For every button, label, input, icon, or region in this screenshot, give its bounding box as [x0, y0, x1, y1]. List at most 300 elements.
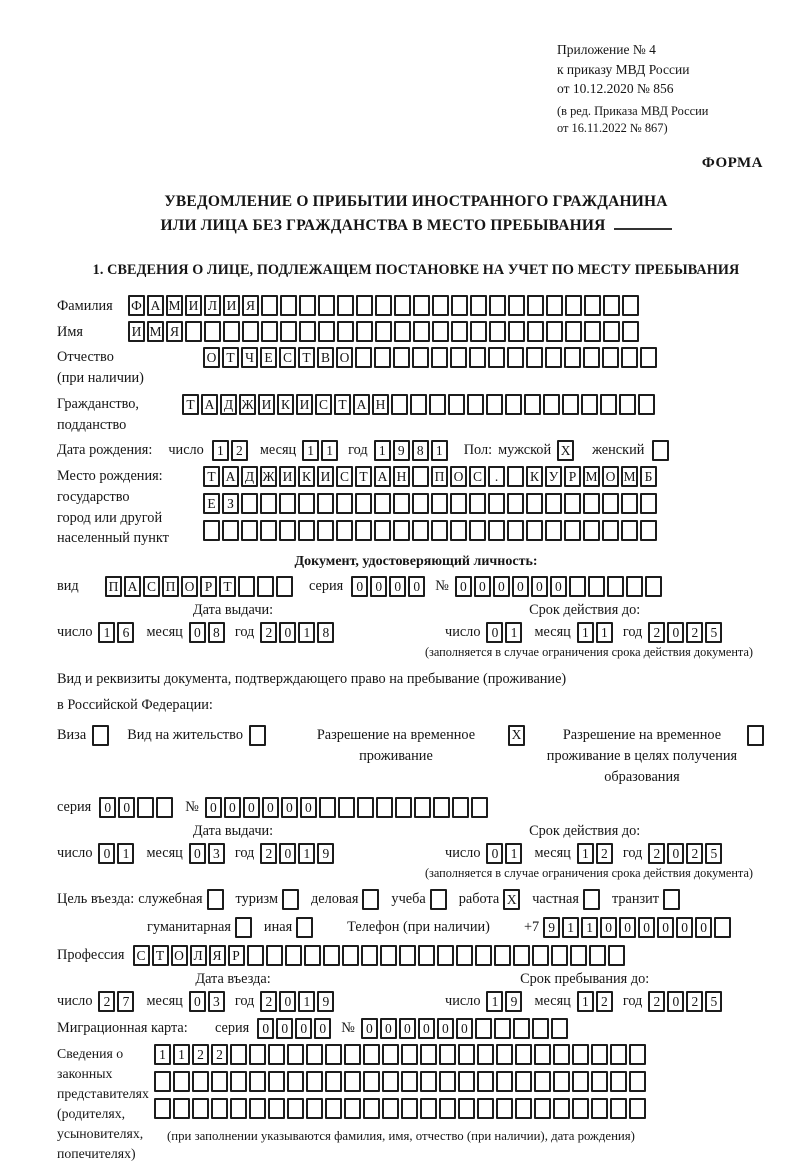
phone-cell[interactable]: 1	[562, 917, 579, 938]
given-name-cell[interactable]	[280, 321, 297, 342]
migration-number-cell[interactable]: 0	[437, 1018, 454, 1039]
residence-series-cell[interactable]: 0	[99, 797, 116, 818]
surname-cell[interactable]	[318, 295, 335, 316]
citizenship-cell[interactable]: С	[315, 394, 332, 415]
residence-issue-year-cell[interactable]: 2	[260, 843, 277, 864]
representatives-cell[interactable]	[306, 1098, 323, 1119]
residence-valid-day-cell[interactable]: 0	[486, 843, 503, 864]
doc-kind-cell[interactable]: П	[162, 576, 179, 597]
birth-place-cell[interactable]: Р	[564, 466, 581, 487]
representatives-cell[interactable]	[344, 1071, 361, 1092]
residence-number-cell[interactable]: 0	[224, 797, 241, 818]
profession-cell[interactable]: Я	[209, 945, 226, 966]
representatives-cell[interactable]	[553, 1071, 570, 1092]
residence-series-cell[interactable]: 0	[118, 797, 135, 818]
birth-place-cell[interactable]: К	[526, 466, 543, 487]
patronymic-cell[interactable]: Е	[260, 347, 277, 368]
doc-kind-cell[interactable]: Т	[219, 576, 236, 597]
birth-place-cell[interactable]	[317, 493, 334, 514]
representatives-cell[interactable]	[496, 1044, 513, 1065]
representatives-cell[interactable]: 1	[173, 1044, 190, 1065]
doc-number-cell[interactable]	[607, 576, 624, 597]
migration-series-cell[interactable]: 0	[295, 1018, 312, 1039]
given-name-cell[interactable]	[375, 321, 392, 342]
migration-number-cell[interactable]	[494, 1018, 511, 1039]
surname-cell[interactable]	[394, 295, 411, 316]
residence-number-cell[interactable]: 0	[205, 797, 222, 818]
representatives-cell[interactable]	[268, 1044, 285, 1065]
birth-place-cell[interactable]: А	[222, 466, 239, 487]
migration-number-cell[interactable]: 0	[380, 1018, 397, 1039]
residence-valid-day-cell[interactable]: 1	[505, 843, 522, 864]
identity-valid-month-cell[interactable]: 1	[577, 622, 594, 643]
representatives-cell[interactable]	[534, 1071, 551, 1092]
birth-place-cell[interactable]	[412, 493, 429, 514]
identity-issue-year-cell[interactable]: 1	[298, 622, 315, 643]
residence-series-cell[interactable]	[137, 797, 154, 818]
representatives-cell[interactable]	[325, 1044, 342, 1065]
citizenship-cell[interactable]	[619, 394, 636, 415]
surname-cell[interactable]: Я	[242, 295, 259, 316]
citizenship-cell[interactable]: А	[353, 394, 370, 415]
purpose-tourism-checkbox[interactable]	[282, 889, 299, 910]
doc-kind-cell[interactable]: А	[124, 576, 141, 597]
birth-place-cell[interactable]: Н	[393, 466, 410, 487]
doc-series-cell[interactable]: 0	[351, 576, 368, 597]
birth-place-cell[interactable]	[279, 520, 296, 541]
purpose-transit-checkbox[interactable]	[663, 889, 680, 910]
residence-number-cell[interactable]	[452, 797, 469, 818]
citizenship-cell[interactable]	[543, 394, 560, 415]
purpose-study-checkbox[interactable]	[430, 889, 447, 910]
birth-year-cell[interactable]: 1	[374, 440, 391, 461]
birth-place-cell[interactable]	[355, 520, 372, 541]
representatives-cell[interactable]	[629, 1098, 646, 1119]
birth-place-cell[interactable]	[640, 520, 657, 541]
patronymic-cell[interactable]	[488, 347, 505, 368]
migration-number-cell[interactable]: 0	[399, 1018, 416, 1039]
phone-cell[interactable]: 1	[581, 917, 598, 938]
birth-place-cell[interactable]	[507, 520, 524, 541]
citizenship-cell[interactable]: И	[258, 394, 275, 415]
identity-valid-year-cell[interactable]: 2	[686, 622, 703, 643]
stay-year-cell[interactable]: 5	[705, 991, 722, 1012]
surname-cell[interactable]: А	[147, 295, 164, 316]
patronymic-cell[interactable]: О	[336, 347, 353, 368]
representatives-cell[interactable]	[249, 1044, 266, 1065]
given-name-cell[interactable]	[432, 321, 449, 342]
birth-place-cell[interactable]	[602, 493, 619, 514]
representatives-cell[interactable]	[572, 1044, 589, 1065]
birth-place-cell[interactable]	[488, 493, 505, 514]
doc-number-cell[interactable]: 0	[493, 576, 510, 597]
option-temp-residence-checkbox[interactable]: X	[508, 725, 525, 746]
birth-place-cell[interactable]	[450, 493, 467, 514]
given-name-cell[interactable]	[394, 321, 411, 342]
identity-issue-year-cell[interactable]: 8	[317, 622, 334, 643]
given-name-cell[interactable]	[413, 321, 430, 342]
patronymic-cell[interactable]	[602, 347, 619, 368]
birth-place-cell[interactable]	[469, 493, 486, 514]
citizenship-cell[interactable]: А	[201, 394, 218, 415]
birth-year-cell[interactable]: 8	[412, 440, 429, 461]
given-name-cell[interactable]	[242, 321, 259, 342]
given-name-cell[interactable]	[527, 321, 544, 342]
birth-place-cell[interactable]	[507, 493, 524, 514]
surname-cell[interactable]	[622, 295, 639, 316]
migration-number-cell[interactable]	[475, 1018, 492, 1039]
profession-cell[interactable]	[247, 945, 264, 966]
given-name-cell[interactable]	[299, 321, 316, 342]
doc-series-cell[interactable]: 0	[408, 576, 425, 597]
representatives-cell[interactable]	[401, 1098, 418, 1119]
doc-number-cell[interactable]: 0	[455, 576, 472, 597]
purpose-other-checkbox[interactable]	[296, 917, 313, 938]
birth-place-cell[interactable]	[583, 493, 600, 514]
representatives-cell[interactable]	[401, 1044, 418, 1065]
surname-cell[interactable]	[451, 295, 468, 316]
profession-cell[interactable]	[342, 945, 359, 966]
birth-place-cell[interactable]	[298, 520, 315, 541]
stay-month-cell[interactable]: 1	[577, 991, 594, 1012]
citizenship-cell[interactable]	[505, 394, 522, 415]
birth-place-cell[interactable]	[545, 520, 562, 541]
identity-issue-day-cell[interactable]: 6	[117, 622, 134, 643]
representatives-cell[interactable]	[515, 1044, 532, 1065]
citizenship-cell[interactable]: Т	[182, 394, 199, 415]
birth-year-cell[interactable]: 9	[393, 440, 410, 461]
birth-place-cell[interactable]	[355, 493, 372, 514]
surname-cell[interactable]	[603, 295, 620, 316]
given-name-cell[interactable]	[546, 321, 563, 342]
identity-valid-day-cell[interactable]: 1	[505, 622, 522, 643]
doc-number-cell[interactable]: 0	[474, 576, 491, 597]
representatives-cell[interactable]: 2	[211, 1044, 228, 1065]
representatives-cell[interactable]	[211, 1071, 228, 1092]
residence-valid-year-cell[interactable]: 5	[705, 843, 722, 864]
profession-cell[interactable]	[456, 945, 473, 966]
citizenship-cell[interactable]: К	[277, 394, 294, 415]
representatives-cell[interactable]	[534, 1098, 551, 1119]
given-name-cell[interactable]	[356, 321, 373, 342]
residence-number-cell[interactable]: 0	[281, 797, 298, 818]
representatives-cell[interactable]	[496, 1071, 513, 1092]
profession-cell[interactable]	[380, 945, 397, 966]
profession-cell[interactable]	[361, 945, 378, 966]
stay-month-cell[interactable]: 2	[596, 991, 613, 1012]
stay-year-cell[interactable]: 2	[648, 991, 665, 1012]
birth-place-cell[interactable]: О	[450, 466, 467, 487]
birth-place-cell[interactable]	[412, 520, 429, 541]
phone-cell[interactable]: 0	[657, 917, 674, 938]
purpose-official-checkbox[interactable]	[207, 889, 224, 910]
entry-year-cell[interactable]: 0	[279, 991, 296, 1012]
birth-place-cell[interactable]	[640, 493, 657, 514]
doc-number-cell[interactable]: 0	[512, 576, 529, 597]
entry-year-cell[interactable]: 2	[260, 991, 277, 1012]
representatives-cell[interactable]	[401, 1071, 418, 1092]
representatives-cell[interactable]	[268, 1098, 285, 1119]
residence-number-cell[interactable]	[414, 797, 431, 818]
identity-issue-day-cell[interactable]: 1	[98, 622, 115, 643]
migration-number-cell[interactable]: 0	[456, 1018, 473, 1039]
given-name-cell[interactable]: М	[147, 321, 164, 342]
representatives-cell[interactable]	[553, 1044, 570, 1065]
entry-month-cell[interactable]: 3	[208, 991, 225, 1012]
given-name-cell[interactable]	[204, 321, 221, 342]
entry-year-cell[interactable]: 9	[317, 991, 334, 1012]
phone-cell[interactable]: 9	[543, 917, 560, 938]
birth-place-cell[interactable]	[431, 493, 448, 514]
representatives-cell[interactable]	[439, 1071, 456, 1092]
migration-series-cell[interactable]: 0	[257, 1018, 274, 1039]
representatives-cell[interactable]	[610, 1071, 627, 1092]
identity-issue-year-cell[interactable]: 0	[279, 622, 296, 643]
birth-place-cell[interactable]	[203, 520, 220, 541]
surname-cell[interactable]	[584, 295, 601, 316]
representatives-cell[interactable]	[325, 1071, 342, 1092]
option-residence-permit-checkbox[interactable]	[249, 725, 266, 746]
patronymic-cell[interactable]	[564, 347, 581, 368]
representatives-cell[interactable]	[534, 1044, 551, 1065]
representatives-cell[interactable]	[382, 1071, 399, 1092]
citizenship-cell[interactable]: Д	[220, 394, 237, 415]
patronymic-cell[interactable]: В	[317, 347, 334, 368]
representatives-cell[interactable]	[477, 1044, 494, 1065]
patronymic-cell[interactable]	[545, 347, 562, 368]
representatives-cell[interactable]	[420, 1044, 437, 1065]
given-name-cell[interactable]	[185, 321, 202, 342]
residence-number-cell[interactable]	[471, 797, 488, 818]
profession-cell[interactable]: С	[133, 945, 150, 966]
representatives-cell[interactable]	[477, 1098, 494, 1119]
birth-place-cell[interactable]	[621, 493, 638, 514]
identity-issue-month-cell[interactable]: 8	[208, 622, 225, 643]
birth-place-cell[interactable]: С	[469, 466, 486, 487]
birth-place-cell[interactable]: К	[298, 466, 315, 487]
surname-cell[interactable]	[527, 295, 544, 316]
doc-number-cell[interactable]	[569, 576, 586, 597]
profession-cell[interactable]: О	[171, 945, 188, 966]
residence-number-cell[interactable]	[357, 797, 374, 818]
profession-cell[interactable]: Т	[152, 945, 169, 966]
profession-cell[interactable]: Л	[190, 945, 207, 966]
representatives-cell[interactable]	[325, 1098, 342, 1119]
representatives-cell[interactable]	[154, 1098, 171, 1119]
birth-place-cell[interactable]	[336, 493, 353, 514]
phone-cell[interactable]: 0	[600, 917, 617, 938]
birth-place-cell[interactable]: И	[317, 466, 334, 487]
surname-cell[interactable]	[508, 295, 525, 316]
residence-issue-year-cell[interactable]: 1	[298, 843, 315, 864]
patronymic-cell[interactable]	[640, 347, 657, 368]
surname-cell[interactable]	[546, 295, 563, 316]
citizenship-cell[interactable]: Ж	[239, 394, 256, 415]
stay-year-cell[interactable]: 2	[686, 991, 703, 1012]
birth-place-cell[interactable]	[564, 493, 581, 514]
surname-cell[interactable]	[280, 295, 297, 316]
patronymic-cell[interactable]: О	[203, 347, 220, 368]
residence-number-cell[interactable]: 0	[300, 797, 317, 818]
representatives-cell[interactable]	[363, 1071, 380, 1092]
patronymic-cell[interactable]: Т	[222, 347, 239, 368]
sex-female-checkbox[interactable]	[652, 440, 669, 461]
profession-cell[interactable]	[494, 945, 511, 966]
migration-series-cell[interactable]: 0	[276, 1018, 293, 1039]
representatives-cell[interactable]	[306, 1044, 323, 1065]
profession-cell[interactable]	[399, 945, 416, 966]
patronymic-cell[interactable]	[412, 347, 429, 368]
doc-kind-cell[interactable]: С	[143, 576, 160, 597]
given-name-cell[interactable]	[508, 321, 525, 342]
purpose-work-checkbox[interactable]: X	[503, 889, 520, 910]
phone-cell[interactable]: 0	[638, 917, 655, 938]
representatives-cell[interactable]	[591, 1098, 608, 1119]
birth-day-cell[interactable]: 2	[231, 440, 248, 461]
residence-valid-year-cell[interactable]: 0	[667, 843, 684, 864]
representatives-cell[interactable]	[268, 1071, 285, 1092]
representatives-cell[interactable]: 1	[154, 1044, 171, 1065]
sex-male-checkbox[interactable]: X	[557, 440, 574, 461]
patronymic-cell[interactable]: С	[279, 347, 296, 368]
patronymic-cell[interactable]	[450, 347, 467, 368]
citizenship-cell[interactable]	[562, 394, 579, 415]
representatives-cell[interactable]	[591, 1044, 608, 1065]
phone-cell[interactable]: 0	[619, 917, 636, 938]
birth-place-cell[interactable]	[431, 520, 448, 541]
representatives-cell[interactable]	[287, 1098, 304, 1119]
doc-number-cell[interactable]	[645, 576, 662, 597]
identity-valid-day-cell[interactable]: 0	[486, 622, 503, 643]
migration-number-cell[interactable]: 0	[361, 1018, 378, 1039]
representatives-cell[interactable]	[477, 1071, 494, 1092]
surname-cell[interactable]: И	[185, 295, 202, 316]
surname-cell[interactable]	[413, 295, 430, 316]
birth-place-cell[interactable]: И	[279, 466, 296, 487]
birth-place-cell[interactable]: Ж	[260, 466, 277, 487]
representatives-cell[interactable]	[553, 1098, 570, 1119]
profession-cell[interactable]	[418, 945, 435, 966]
representatives-cell[interactable]	[382, 1044, 399, 1065]
citizenship-cell[interactable]	[448, 394, 465, 415]
birth-place-cell[interactable]	[222, 520, 239, 541]
birth-place-cell[interactable]	[545, 493, 562, 514]
birth-place-cell[interactable]	[374, 520, 391, 541]
birth-place-cell[interactable]	[279, 493, 296, 514]
profession-cell[interactable]: Р	[228, 945, 245, 966]
entry-day-cell[interactable]: 2	[98, 991, 115, 1012]
representatives-cell[interactable]	[230, 1098, 247, 1119]
residence-issue-month-cell[interactable]: 0	[189, 843, 206, 864]
surname-cell[interactable]: М	[166, 295, 183, 316]
option-temp-residence-education-checkbox[interactable]	[747, 725, 764, 746]
representatives-cell[interactable]	[249, 1098, 266, 1119]
residence-number-cell[interactable]: 0	[262, 797, 279, 818]
profession-cell[interactable]	[285, 945, 302, 966]
given-name-cell[interactable]	[565, 321, 582, 342]
residence-number-cell[interactable]	[395, 797, 412, 818]
representatives-cell[interactable]	[572, 1071, 589, 1092]
citizenship-cell[interactable]	[391, 394, 408, 415]
birth-place-cell[interactable]	[260, 520, 277, 541]
birth-place-cell[interactable]: Б	[640, 466, 657, 487]
patronymic-cell[interactable]	[469, 347, 486, 368]
doc-number-cell[interactable]: 0	[550, 576, 567, 597]
birth-place-cell[interactable]: О	[602, 466, 619, 487]
birth-place-cell[interactable]	[583, 520, 600, 541]
doc-number-cell[interactable]	[588, 576, 605, 597]
birth-place-cell[interactable]	[507, 466, 524, 487]
doc-series-cell[interactable]: 0	[389, 576, 406, 597]
surname-cell[interactable]	[489, 295, 506, 316]
profession-cell[interactable]	[475, 945, 492, 966]
profession-cell[interactable]	[589, 945, 606, 966]
purpose-private-checkbox[interactable]	[583, 889, 600, 910]
stay-year-cell[interactable]: 0	[667, 991, 684, 1012]
representatives-cell[interactable]	[192, 1071, 209, 1092]
birth-place-cell[interactable]	[298, 493, 315, 514]
surname-cell[interactable]	[337, 295, 354, 316]
given-name-cell[interactable]	[622, 321, 639, 342]
birth-place-cell[interactable]	[412, 466, 429, 487]
profession-cell[interactable]	[532, 945, 549, 966]
identity-issue-year-cell[interactable]: 2	[260, 622, 277, 643]
entry-month-cell[interactable]: 0	[189, 991, 206, 1012]
residence-issue-year-cell[interactable]: 0	[279, 843, 296, 864]
birth-month-cell[interactable]: 1	[321, 440, 338, 461]
surname-cell[interactable]	[261, 295, 278, 316]
representatives-cell[interactable]	[249, 1071, 266, 1092]
birth-year-cell[interactable]: 1	[431, 440, 448, 461]
profession-cell[interactable]	[266, 945, 283, 966]
representatives-cell[interactable]	[439, 1098, 456, 1119]
birth-place-cell[interactable]	[469, 520, 486, 541]
doc-kind-cell[interactable]: О	[181, 576, 198, 597]
birth-month-cell[interactable]: 1	[302, 440, 319, 461]
given-name-cell[interactable]	[451, 321, 468, 342]
birth-place-cell[interactable]	[602, 520, 619, 541]
profession-cell[interactable]	[608, 945, 625, 966]
birth-place-cell[interactable]	[488, 520, 505, 541]
phone-cell[interactable]: 0	[676, 917, 693, 938]
identity-valid-year-cell[interactable]: 2	[648, 622, 665, 643]
residence-valid-month-cell[interactable]: 1	[577, 843, 594, 864]
birth-place-cell[interactable]: .	[488, 466, 505, 487]
representatives-cell[interactable]	[610, 1044, 627, 1065]
representatives-cell[interactable]	[211, 1098, 228, 1119]
representatives-cell[interactable]	[629, 1044, 646, 1065]
profession-cell[interactable]	[323, 945, 340, 966]
surname-cell[interactable]	[375, 295, 392, 316]
citizenship-cell[interactable]	[467, 394, 484, 415]
residence-number-cell[interactable]	[376, 797, 393, 818]
given-name-cell[interactable]	[489, 321, 506, 342]
surname-cell[interactable]: И	[223, 295, 240, 316]
migration-number-cell[interactable]	[532, 1018, 549, 1039]
surname-cell[interactable]	[432, 295, 449, 316]
representatives-cell[interactable]	[344, 1098, 361, 1119]
surname-cell[interactable]	[565, 295, 582, 316]
representatives-cell[interactable]	[610, 1098, 627, 1119]
patronymic-cell[interactable]	[393, 347, 410, 368]
representatives-cell[interactable]	[515, 1098, 532, 1119]
citizenship-cell[interactable]	[524, 394, 541, 415]
purpose-business-checkbox[interactable]	[362, 889, 379, 910]
representatives-cell[interactable]	[382, 1098, 399, 1119]
surname-cell[interactable]: Ф	[128, 295, 145, 316]
migration-number-cell[interactable]: 0	[418, 1018, 435, 1039]
residence-series-cell[interactable]	[156, 797, 173, 818]
